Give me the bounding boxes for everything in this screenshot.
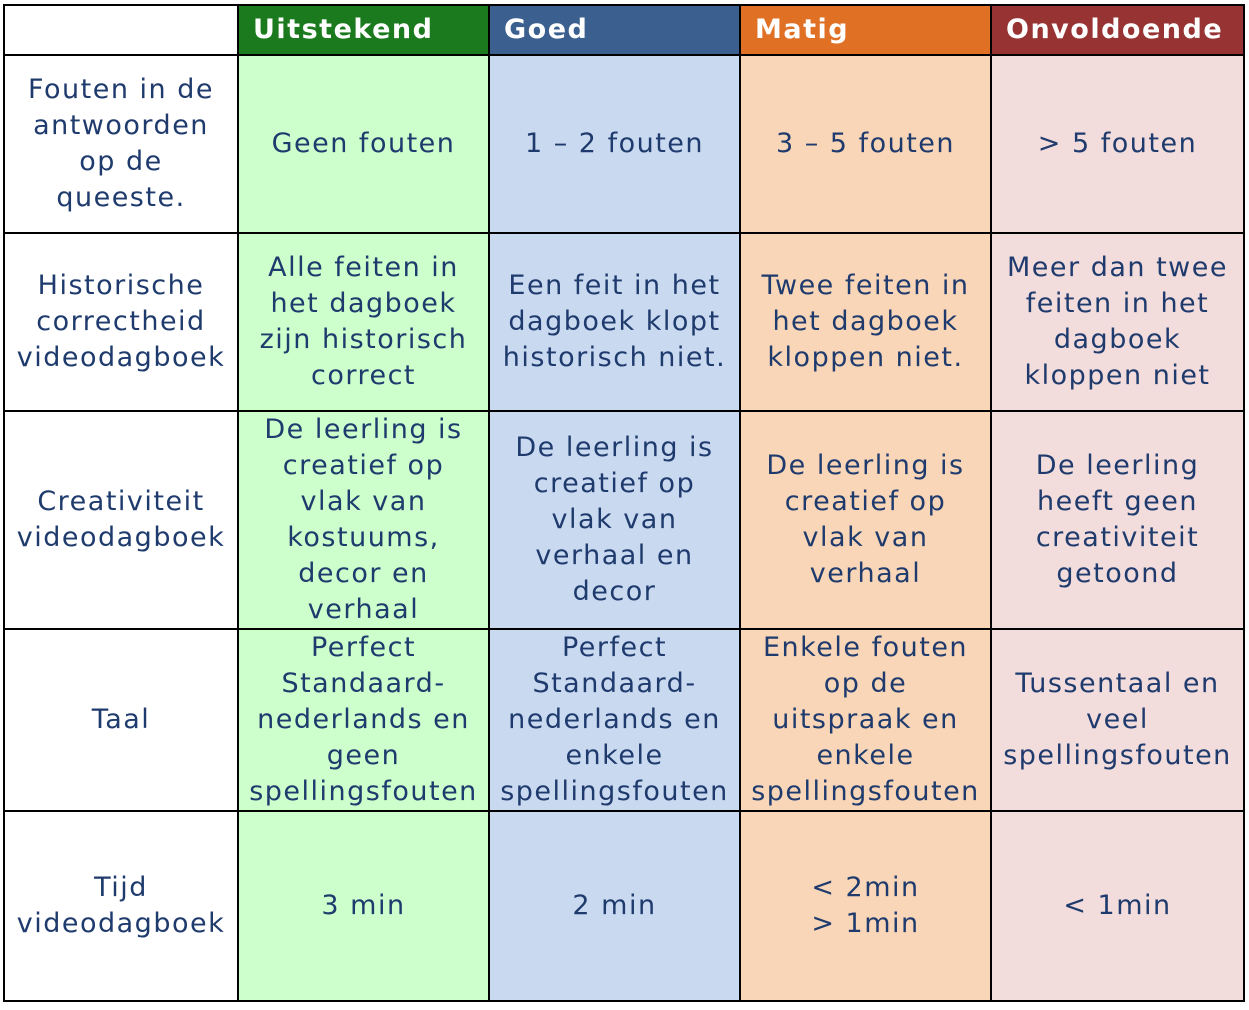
score-text: Standaard- bbox=[532, 668, 697, 699]
score-text: zijn historisch bbox=[259, 324, 468, 355]
score-cell-matig bbox=[740, 629, 991, 811]
score-text: 3 – 5 fouten bbox=[775, 128, 956, 159]
score-text: geen bbox=[326, 740, 401, 771]
score-cell-goed bbox=[489, 233, 740, 411]
criterion-cell bbox=[4, 233, 238, 411]
score-text: decor en bbox=[298, 558, 429, 589]
score-cell-onvoldoende bbox=[991, 233, 1244, 411]
score-text: De leerling is bbox=[264, 414, 463, 445]
table-row bbox=[4, 411, 1244, 629]
score-cell-matig bbox=[740, 411, 991, 629]
criterion-text: Fouten in de bbox=[27, 74, 215, 105]
table-row bbox=[4, 629, 1244, 811]
criterion-cell bbox=[4, 411, 238, 629]
score-cell-uitstekend bbox=[238, 55, 489, 233]
criterion-text: videodagboek bbox=[16, 908, 226, 939]
score-text: Tussentaal en bbox=[1015, 668, 1220, 699]
score-text: spellingsfouten bbox=[751, 776, 980, 807]
score-text: enkele bbox=[816, 740, 915, 771]
score-text: vlak van bbox=[551, 504, 678, 535]
criterion-cell bbox=[4, 629, 238, 811]
score-text: spellingsfouten bbox=[500, 776, 729, 807]
score-text: Enkele fouten bbox=[762, 632, 969, 663]
score-text: < 1min bbox=[1063, 890, 1172, 921]
score-text: kloppen niet bbox=[1024, 360, 1211, 391]
score-text: creatief op bbox=[282, 450, 445, 481]
score-text: Een feit in het bbox=[508, 270, 721, 301]
score-cell-goed bbox=[489, 411, 740, 629]
header-onvoldoende: Onvoldoende bbox=[991, 5, 1244, 55]
score-text: dagboek bbox=[1053, 324, 1182, 355]
table-row bbox=[4, 811, 1244, 1001]
score-text: 1 – 2 fouten bbox=[524, 128, 705, 159]
header-matig: Matig bbox=[740, 5, 991, 55]
score-text: nederlands en bbox=[508, 704, 721, 735]
header-row bbox=[4, 5, 1244, 55]
table-row bbox=[4, 233, 1244, 411]
score-text: correct bbox=[310, 360, 417, 391]
score-text: spellingsfouten bbox=[1003, 740, 1232, 771]
score-text: uitspraak en bbox=[772, 704, 959, 735]
score-text: De leerling is bbox=[515, 432, 714, 463]
rubric-table bbox=[3, 4, 1245, 1002]
criterion-text: antwoorden bbox=[33, 110, 209, 141]
score-text: verhaal en bbox=[535, 540, 694, 571]
score-text: kostuums, bbox=[287, 522, 440, 553]
criterion-cell bbox=[4, 811, 238, 1001]
header-uitstekend: Uitstekend bbox=[238, 5, 489, 55]
score-text: verhaal bbox=[809, 558, 922, 589]
score-text: De leerling bbox=[1035, 450, 1200, 481]
score-text: verhaal bbox=[307, 594, 420, 625]
score-text: het dagboek bbox=[772, 306, 959, 337]
score-text: op de bbox=[823, 668, 908, 699]
score-text: Twee feiten in bbox=[761, 270, 970, 301]
criterion-text: queeste. bbox=[56, 182, 186, 213]
score-text: Perfect bbox=[310, 632, 417, 663]
score-cell-goed bbox=[489, 629, 740, 811]
score-text: Geen fouten bbox=[271, 128, 456, 159]
table-row bbox=[4, 55, 1244, 233]
score-text: 2 min bbox=[572, 890, 657, 921]
score-text: veel bbox=[1086, 704, 1149, 735]
score-text: Alle feiten in bbox=[268, 252, 459, 283]
score-text: 3 min bbox=[321, 890, 406, 921]
score-cell-uitstekend bbox=[238, 811, 489, 1001]
score-text: > 1min bbox=[811, 908, 920, 939]
score-text: historisch niet. bbox=[502, 342, 727, 373]
criterion-cell bbox=[4, 55, 238, 233]
score-cell-uitstekend bbox=[238, 411, 489, 629]
score-text: > 5 fouten bbox=[1037, 128, 1198, 159]
score-text: vlak van bbox=[802, 522, 929, 553]
score-cell-goed bbox=[489, 811, 740, 1001]
score-text: spellingsfouten bbox=[249, 776, 478, 807]
criterion-text: videodagboek bbox=[16, 522, 226, 553]
score-cell-onvoldoende bbox=[991, 411, 1244, 629]
score-cell-matig bbox=[740, 811, 991, 1001]
score-cell-onvoldoende bbox=[991, 629, 1244, 811]
score-text: kloppen niet. bbox=[767, 342, 964, 373]
score-text: creativiteit bbox=[1035, 522, 1200, 553]
criterion-text: Taal bbox=[91, 704, 151, 735]
score-text: dagboek klopt bbox=[508, 306, 721, 337]
score-cell-onvoldoende bbox=[991, 55, 1244, 233]
score-cell-uitstekend bbox=[238, 233, 489, 411]
score-text: heeft geen bbox=[1036, 486, 1198, 517]
header-corner-cell bbox=[4, 5, 238, 55]
score-text: vlak van bbox=[300, 486, 427, 517]
criterion-text: correctheid bbox=[36, 306, 206, 337]
criterion-text: videodagboek bbox=[16, 342, 226, 373]
score-text: creatief op bbox=[533, 468, 696, 499]
score-cell-onvoldoende bbox=[991, 811, 1244, 1001]
criterion-text: Historische bbox=[37, 270, 205, 301]
score-text: Standaard- bbox=[281, 668, 446, 699]
score-cell-matig bbox=[740, 233, 991, 411]
score-text: enkele bbox=[565, 740, 664, 771]
score-text: < 2min bbox=[811, 872, 920, 903]
criterion-text: Tijd bbox=[94, 872, 148, 903]
criterion-text: Creativiteit bbox=[37, 486, 205, 517]
score-text: Perfect bbox=[561, 632, 668, 663]
score-text: feiten in het bbox=[1025, 288, 1210, 319]
score-text: decor bbox=[572, 576, 657, 607]
score-text: creatief op bbox=[784, 486, 947, 517]
score-text: nederlands en bbox=[257, 704, 470, 735]
score-text: Meer dan twee bbox=[1007, 252, 1228, 283]
score-cell-matig bbox=[740, 55, 991, 233]
score-text: het dagboek bbox=[270, 288, 457, 319]
score-text: getoond bbox=[1056, 558, 1179, 589]
score-cell-goed bbox=[489, 55, 740, 233]
score-cell-uitstekend bbox=[238, 629, 489, 811]
score-text: De leerling is bbox=[766, 450, 965, 481]
criterion-text: op de bbox=[79, 146, 163, 177]
header-goed: Goed bbox=[489, 5, 740, 55]
